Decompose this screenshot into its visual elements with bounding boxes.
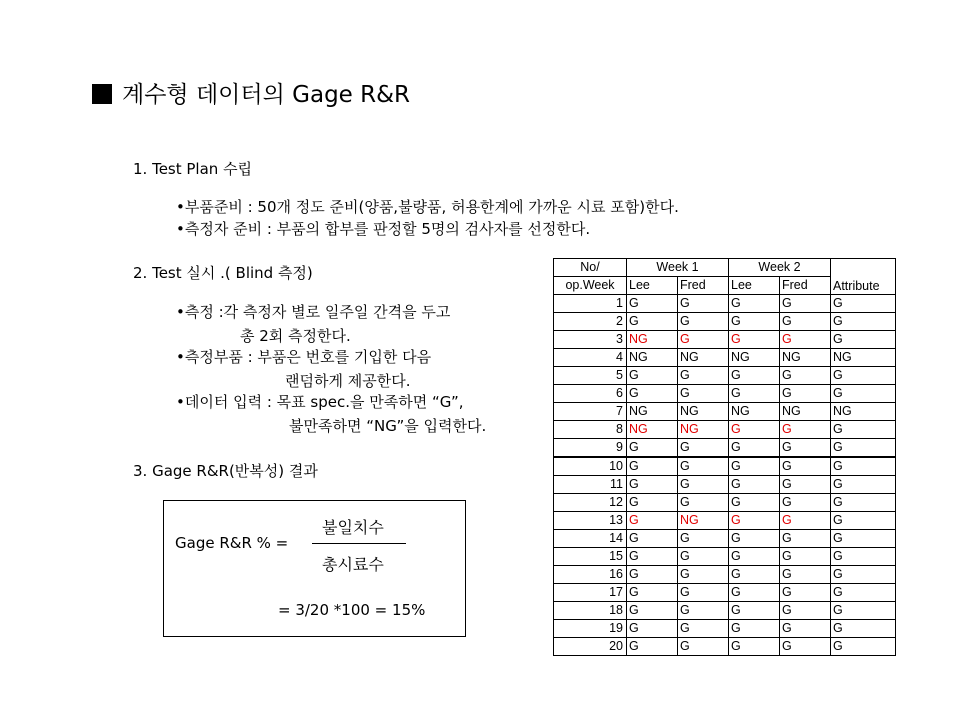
row-number-cell: 9 [554,439,627,458]
row-number-cell: 15 [554,548,627,566]
table-row [554,620,896,638]
measurement-cell: G [729,638,780,656]
attribute-cell: G [831,638,896,656]
measurement-cell: NG [729,403,780,421]
measurement-cell: NG [729,349,780,367]
measurement-cell: NG [780,349,831,367]
measurement-cell: G [780,313,831,331]
section-1-bullet: •측정자 준비 : 부품의 합부를 판정할 5명의 검사자를 선정한다. [176,220,591,238]
row-number-cell: 12 [554,494,627,512]
measurement-cell: G [780,295,831,313]
attribute-cell: NG [831,403,896,421]
measurement-cell: G [678,439,729,458]
row-number-cell: 3 [554,331,627,349]
row-number-cell: 20 [554,638,627,656]
attribute-data-table [553,258,896,656]
attribute-cell: G [831,548,896,566]
measurement-cell: G [678,331,729,349]
table-row [554,512,896,530]
row-number-cell: 16 [554,566,627,584]
table-row [554,638,896,656]
measurement-cell: G [780,439,831,458]
row-number-cell: 7 [554,403,627,421]
table-row [554,584,896,602]
measurement-cell: G [780,566,831,584]
table-row [554,295,896,313]
section-2-bullet: •측정부품 : 부품은 번호를 기입한 다음 [176,348,432,366]
section-2-bullet-cont: 랜덤하게 제공한다. [285,372,411,390]
measurement-cell: G [627,512,678,530]
table-row [554,331,896,349]
table-row [554,421,896,439]
measurement-cell: G [729,439,780,458]
attribute-cell: G [831,566,896,584]
formula-result: = 3/20 *100 = 15% [278,601,426,619]
measurement-cell: G [729,530,780,548]
formula-label: Gage R&R % = [175,534,289,552]
measurement-cell: G [780,421,831,439]
measurement-cell: G [678,385,729,403]
op-header: Fred [678,277,729,295]
measurement-cell: NG [627,403,678,421]
measurement-cell: G [729,331,780,349]
section-2-bullet-cont: 불만족하면 “NG”을 입력한다. [289,417,487,435]
measurement-cell: G [780,385,831,403]
measurement-cell: G [780,548,831,566]
attribute-cell: NG [831,349,896,367]
measurement-cell: G [627,530,678,548]
attribute-header: Attribute [831,259,896,295]
measurement-cell: G [678,476,729,494]
measurement-cell: G [729,494,780,512]
table-row [554,313,896,331]
measurement-cell: G [729,566,780,584]
section-2-bullet: •데이터 입력 : 목표 spec.을 만족하면 “G”, [176,393,464,411]
row-number-cell: 2 [554,313,627,331]
table-header-row [554,259,896,277]
table-row [554,566,896,584]
measurement-cell: G [627,457,678,476]
measurement-cell: G [627,439,678,458]
measurement-cell: G [729,476,780,494]
measurement-cell: G [627,548,678,566]
measurement-cell: G [678,494,729,512]
measurement-cell: G [780,457,831,476]
measurement-cell: G [627,476,678,494]
measurement-cell: G [627,638,678,656]
op-header: Fred [780,277,831,295]
measurement-cell: G [729,584,780,602]
measurement-cell: G [729,620,780,638]
measurement-cell: G [729,367,780,385]
row-number-cell: 1 [554,295,627,313]
table-row [554,530,896,548]
attribute-cell: G [831,457,896,476]
measurement-cell: G [780,367,831,385]
measurement-cell: NG [678,403,729,421]
page-title-text: 계수형 데이터의 Gage R&R [122,82,411,108]
attribute-cell: G [831,512,896,530]
measurement-cell: G [627,602,678,620]
measurement-cell: G [729,602,780,620]
op-header: Lee [729,277,780,295]
attribute-cell: G [831,602,896,620]
measurement-cell: G [678,620,729,638]
square-bullet-icon [92,84,112,104]
attribute-cell: G [831,494,896,512]
measurement-cell: G [678,602,729,620]
row-number-cell: 10 [554,457,627,476]
section-2-bullet: •측정 :각 측정자 별로 일주일 간격을 두고 [176,303,451,321]
week1-header: Week 1 [627,259,729,277]
measurement-cell: G [678,638,729,656]
measurement-cell: G [729,457,780,476]
table-row [554,602,896,620]
section-1-heading: 1. Test Plan 수립 [133,160,253,178]
measurement-cell: G [729,385,780,403]
measurement-cell: G [678,548,729,566]
measurement-cell: G [678,313,729,331]
row-number-cell: 14 [554,530,627,548]
row-number-cell: 18 [554,602,627,620]
table-row [554,367,896,385]
formula-box [163,500,466,637]
table-row [554,457,896,476]
row-number-cell: 13 [554,512,627,530]
no-header-top: No/ [554,259,627,277]
attribute-cell: G [831,331,896,349]
measurement-cell: G [627,494,678,512]
attribute-cell: G [831,584,896,602]
measurement-cell: G [729,313,780,331]
table-row [554,494,896,512]
row-number-cell: 4 [554,349,627,367]
measurement-cell: G [729,548,780,566]
measurement-cell: G [627,367,678,385]
measurement-cell: G [729,295,780,313]
table-row [554,403,896,421]
measurement-cell: G [729,512,780,530]
measurement-cell: G [627,385,678,403]
measurement-cell: G [780,584,831,602]
table-row [554,385,896,403]
attribute-cell: G [831,620,896,638]
no-header-bottom: op.Week [554,277,627,295]
section-3-heading: 3. Gage R&R(반복성) 결과 [133,462,318,480]
row-number-cell: 11 [554,476,627,494]
measurement-cell: NG [780,403,831,421]
page-title [92,76,410,109]
section-2-bullet-cont: 총 2회 측정한다. [240,327,351,345]
table-row [554,476,896,494]
row-number-cell: 5 [554,367,627,385]
op-header: Lee [627,277,678,295]
measurement-cell: G [780,530,831,548]
week2-header: Week 2 [729,259,831,277]
measurement-cell: G [678,367,729,385]
attribute-cell: G [831,476,896,494]
measurement-cell: G [780,331,831,349]
measurement-cell: G [678,530,729,548]
measurement-cell: G [780,620,831,638]
attribute-cell: G [831,313,896,331]
measurement-cell: G [780,638,831,656]
measurement-cell: NG [678,512,729,530]
formula-numerator: 불일치수 [322,518,384,537]
measurement-cell: NG [627,349,678,367]
row-number-cell: 17 [554,584,627,602]
measurement-cell: G [678,295,729,313]
measurement-cell: G [780,494,831,512]
attribute-cell: G [831,367,896,385]
measurement-cell: NG [678,421,729,439]
fraction-bar [312,543,406,544]
section-2-heading: 2. Test 실시 .( Blind 측정) [133,264,313,282]
measurement-cell: G [627,295,678,313]
measurement-cell: G [627,313,678,331]
attribute-cell: G [831,421,896,439]
measurement-cell: G [627,566,678,584]
measurement-cell: NG [678,349,729,367]
section-1-bullet: •부품준비 : 50개 정도 준비(양품,불량품, 허용한계에 가까운 시료 포함)한다. [176,198,679,216]
measurement-cell: G [678,584,729,602]
attribute-cell: G [831,295,896,313]
formula-denominator: 총시료수 [322,555,384,574]
measurement-cell: G [678,566,729,584]
attribute-cell: G [831,530,896,548]
measurement-cell: G [678,457,729,476]
row-number-cell: 19 [554,620,627,638]
measurement-cell: NG [627,421,678,439]
table-row [554,548,896,566]
attribute-cell: G [831,385,896,403]
attribute-cell: G [831,439,896,458]
row-number-cell: 8 [554,421,627,439]
measurement-cell: G [729,421,780,439]
measurement-cell: G [780,476,831,494]
measurement-cell: NG [627,331,678,349]
table-row [554,439,896,458]
measurement-cell: G [627,620,678,638]
measurement-cell: G [780,602,831,620]
table-row [554,349,896,367]
measurement-cell: G [780,512,831,530]
measurement-cell: G [627,584,678,602]
row-number-cell: 6 [554,385,627,403]
